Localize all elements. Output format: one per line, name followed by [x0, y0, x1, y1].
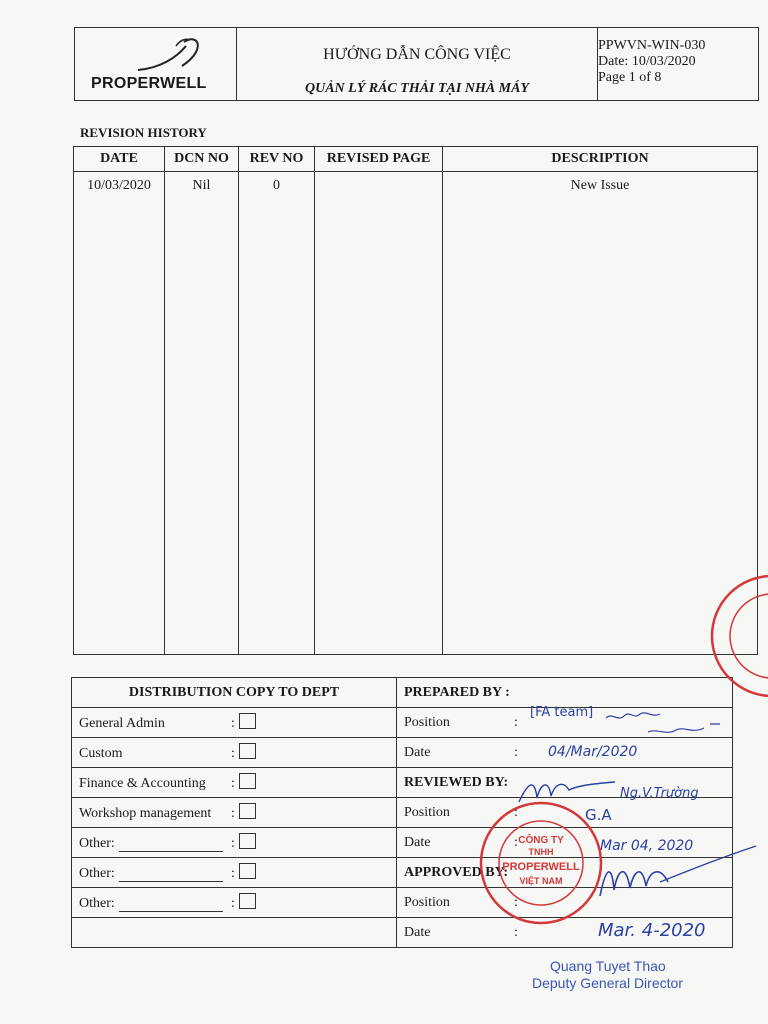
colon: :	[514, 714, 518, 730]
dist-row-custom: Custom :	[72, 738, 397, 768]
revision-history-label: REVISION HISTORY	[80, 125, 207, 140]
stamp-company: CÔNG TY	[518, 835, 564, 846]
colon: :	[514, 894, 518, 910]
dist-label: Other:	[79, 866, 115, 881]
cell-dcn: Nil	[165, 172, 239, 655]
col-dcn: DCN NO	[165, 147, 239, 172]
document-header	[74, 27, 759, 101]
dist-row-workshop: Workshop management :	[72, 798, 397, 828]
company-stamp-icon	[476, 798, 606, 928]
prepared-signature-icon	[600, 702, 730, 742]
reviewed-by-label: REVIEWED BY:	[397, 768, 733, 798]
logo-swoosh-icon	[130, 34, 210, 76]
checkbox[interactable]	[239, 743, 256, 759]
cell-date: 10/03/2020	[74, 172, 165, 655]
handwritten-approved-date: Mar. 4-2020	[598, 920, 706, 941]
stamp-country: VIỆT NAM	[519, 876, 563, 886]
dist-row-empty	[72, 918, 397, 948]
blank-line[interactable]	[119, 899, 223, 912]
colon: :	[514, 804, 518, 820]
dist-label: Workshop management	[79, 806, 212, 821]
checkbox[interactable]	[239, 803, 256, 819]
document-subtitle: QUẢN LÝ RÁC THẢI TẠI NHÀ MÁY	[304, 81, 530, 96]
date-label: Date	[404, 924, 431, 940]
dist-label: Finance & Accounting	[79, 776, 206, 791]
handwritten-reviewed-name: Ng.V.Trường	[620, 786, 699, 801]
dist-label: Custom	[79, 746, 123, 761]
col-description: DESCRIPTION	[443, 147, 758, 172]
dist-row-other-3: Other: :	[72, 888, 397, 918]
colon: :	[514, 834, 518, 850]
dist-label: Other:	[79, 896, 115, 911]
checkbox[interactable]	[239, 833, 256, 849]
company-logo-cell	[75, 28, 237, 100]
checkbox[interactable]	[239, 893, 256, 909]
dist-row-other-2: Other: :	[72, 858, 397, 888]
dist-label: Other:	[79, 836, 115, 851]
handwritten-prepared-date: 04/Mar/2020	[548, 744, 638, 760]
cell-description: New Issue	[443, 172, 758, 655]
dist-label: General Admin	[79, 716, 165, 731]
dist-row-general-admin: General Admin :	[72, 708, 397, 738]
blank-line[interactable]	[119, 869, 223, 882]
colon: :	[514, 924, 518, 940]
date-label: Date	[404, 744, 431, 760]
doc-date: Date: 10/03/2020	[598, 54, 696, 69]
checkbox[interactable]	[239, 773, 256, 789]
checkbox[interactable]	[239, 713, 256, 729]
signatory-title: Deputy General Director	[532, 975, 683, 991]
signatory-name: Quang Tuyet Thao	[550, 958, 666, 974]
cell-rev: 0	[239, 172, 315, 655]
blank-line[interactable]	[119, 839, 223, 852]
dist-row-other-1: Other: :	[72, 828, 397, 858]
prepared-by-label: PREPARED BY :	[397, 678, 733, 708]
distribution-header: DISTRIBUTION COPY TO DEPT	[72, 678, 397, 708]
page-number: Page 1 of 8	[598, 70, 662, 85]
partial-stamp-icon	[706, 572, 768, 702]
logo-text: PROPERWELL	[91, 75, 207, 92]
col-rev: REV NO	[239, 147, 315, 172]
title-cell	[237, 28, 598, 100]
date-label: Date	[404, 834, 431, 850]
dist-row-finance: Finance & Accounting :	[72, 768, 397, 798]
doc-number: PPWVN-WIN-030	[598, 38, 706, 53]
handwritten-prepared-position: [FA team]	[530, 705, 594, 720]
col-date: DATE	[74, 147, 165, 172]
table-row	[74, 172, 758, 655]
position-label: Position	[404, 804, 450, 820]
position-label: Position	[404, 714, 450, 730]
stamp-type: TNHH	[528, 847, 554, 857]
approved-by-label: APPROVED BY:	[397, 858, 733, 888]
cell-revised-page	[315, 172, 443, 655]
stamp-name: PROPERWELL	[502, 861, 580, 873]
revision-header-row	[74, 147, 758, 172]
checkbox[interactable]	[239, 863, 256, 879]
col-revised-page: REVISED PAGE	[315, 147, 443, 172]
position-label: Position	[404, 894, 450, 910]
document-title: HƯỚNG DẪN CÔNG VIỆC	[323, 46, 511, 63]
revision-table	[73, 146, 758, 655]
handwritten-reviewed-position: G.A	[585, 806, 612, 824]
colon: :	[514, 744, 518, 760]
handwritten-reviewed-date: Mar 04, 2020	[600, 838, 694, 854]
doc-info-cell	[598, 28, 758, 100]
